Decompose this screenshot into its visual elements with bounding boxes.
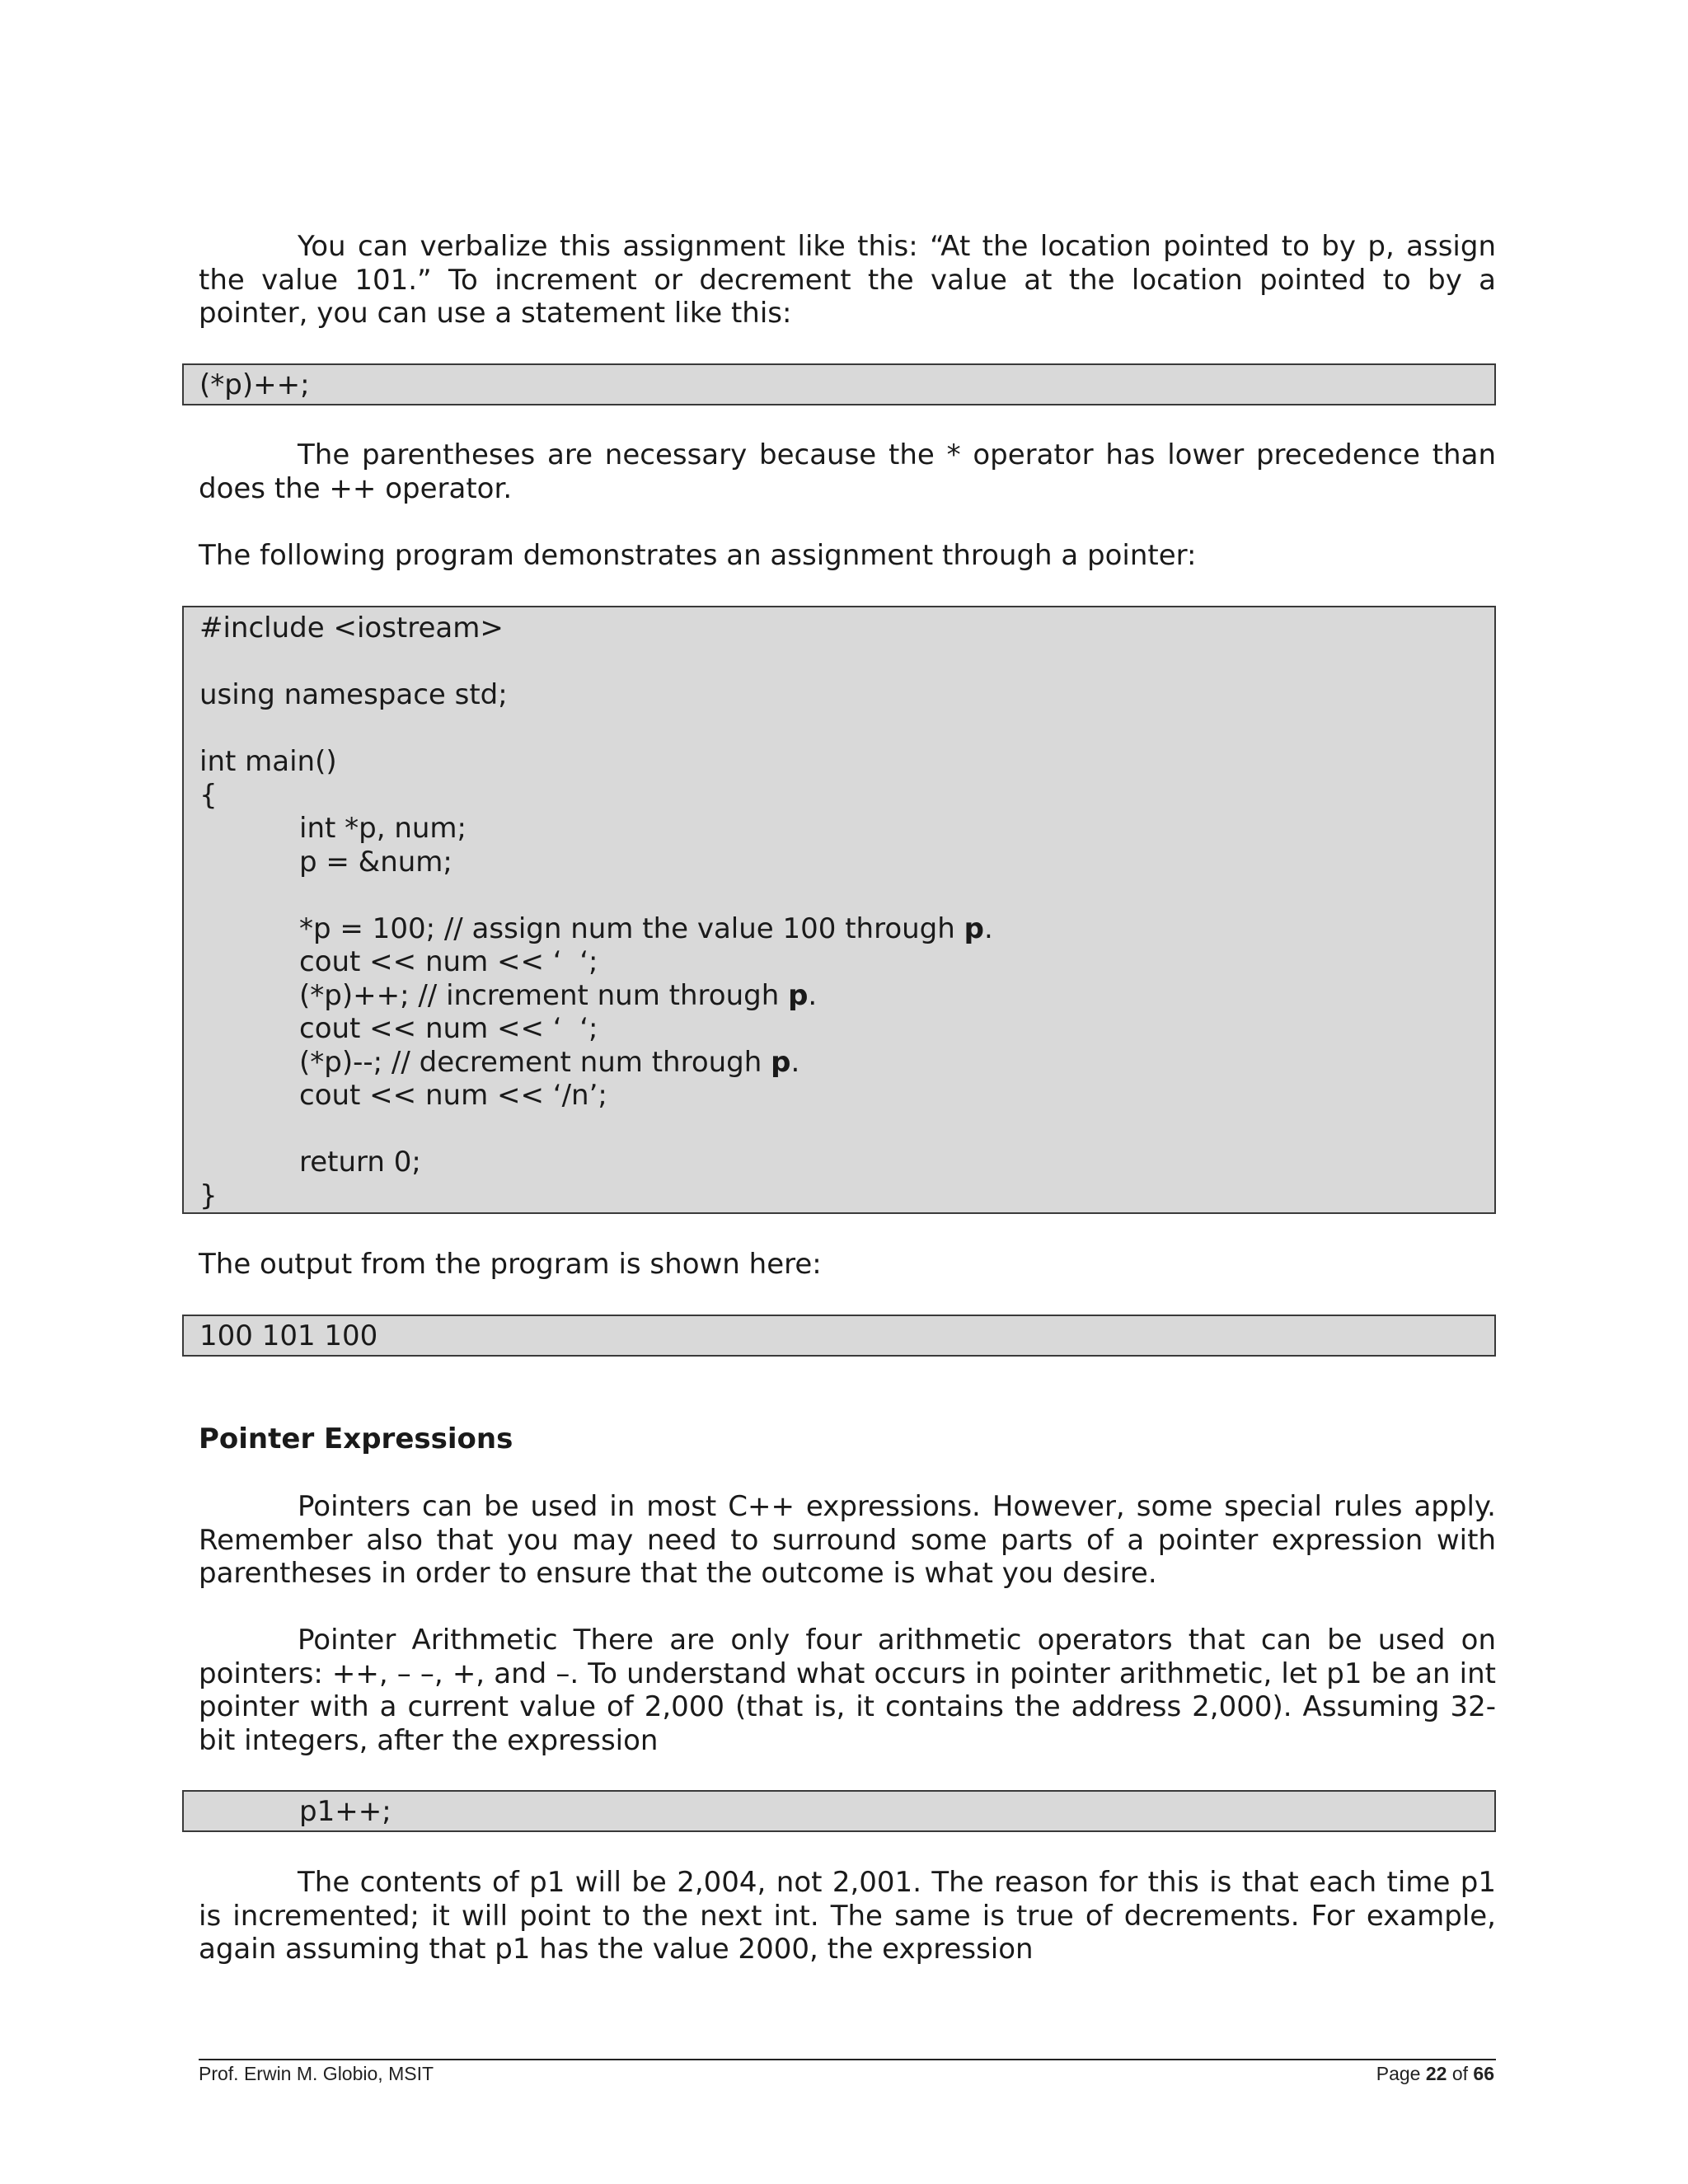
- code-line-close-brace: }: [199, 1179, 218, 1212]
- code-line-open-brace: {: [199, 778, 218, 812]
- paragraph-contents-p1: The contents of p1 will be 2,004, not 2,001. The reason for this is that each time p1 is incremented; it will point to the next int. The same is true of decrements. For example, again assuming that p1 has the value 2000, the expression: [199, 1866, 1496, 1966]
- code-line-decl: int *p, num;: [299, 812, 467, 845]
- paragraph-pointer-expressions: Pointers can be used in most C++ expressions. However, some special rules apply. Remember also that you may need to surround some parts of a pointer expression with parentheses in order to ensure that the outcome is what you desire.: [199, 1490, 1496, 1590]
- code-line-dec: (*p)--; // decrement num through p.: [299, 1045, 800, 1079]
- code-line-inc: (*p)++; // increment num through p.: [299, 978, 818, 1012]
- code-line-using: using namespace std;: [199, 678, 508, 711]
- footer-author: Prof. Erwin M. Globio, MSIT: [199, 2063, 434, 2084]
- code-box-output: [182, 1315, 1496, 1357]
- code-line-return: return 0;: [299, 1146, 421, 1179]
- paragraph-pointer-arithmetic: Pointer Arithmetic There are only four arithmetic operators that can be used on pointers: ++, – –, +, and –. To understand what occurs in pointer arithmetic, let p1 be an int pointer with a current value of 2,000 (that is, it contains the address 2,000). Assuming 32-bit integers, after the expression: [199, 1624, 1496, 1757]
- code-line-cout1: cout << num << ‘ ‘;: [299, 945, 598, 978]
- code-line-assign-100: *p = 100; // assign num the value 100 through p.: [299, 912, 993, 945]
- code-line-cout3: cout << num << ‘/n’;: [299, 1079, 607, 1112]
- code-line-output: 100 101 100: [199, 1319, 378, 1352]
- code-box-increment: [182, 363, 1496, 405]
- code-box-p1-increment: [182, 1790, 1496, 1832]
- paragraph-program-intro: The following program demonstrates an assignment through a pointer:: [199, 539, 1197, 572]
- code-line-p1-increment: p1++;: [299, 1795, 392, 1828]
- footer-page-number: Page 22 of 66: [1376, 2063, 1494, 2084]
- code-line-cout2: cout << num << ‘ ‘;: [299, 1012, 598, 1045]
- section-heading: Pointer Expressions: [199, 1422, 513, 1455]
- code-box-program: [182, 606, 1496, 1214]
- paragraph-output-intro: The output from the program is shown here:: [199, 1248, 822, 1281]
- code-line-assign-addr: p = &num;: [299, 845, 452, 879]
- paragraph-verbalize: You can verbalize this assignment like this: “At the location pointed to by p, assign the value 101.” To increment or decrement the value at the location pointed to by a pointer, you can use a statement like this:: [199, 230, 1496, 330]
- code-line: (*p)++;: [199, 368, 310, 401]
- paragraph-parentheses: The parentheses are necessary because the * operator has lower precedence than does the ++ operator.: [199, 438, 1496, 505]
- code-line-main: int main(): [199, 745, 337, 778]
- code-line-include: #include <iostream>: [199, 612, 504, 644]
